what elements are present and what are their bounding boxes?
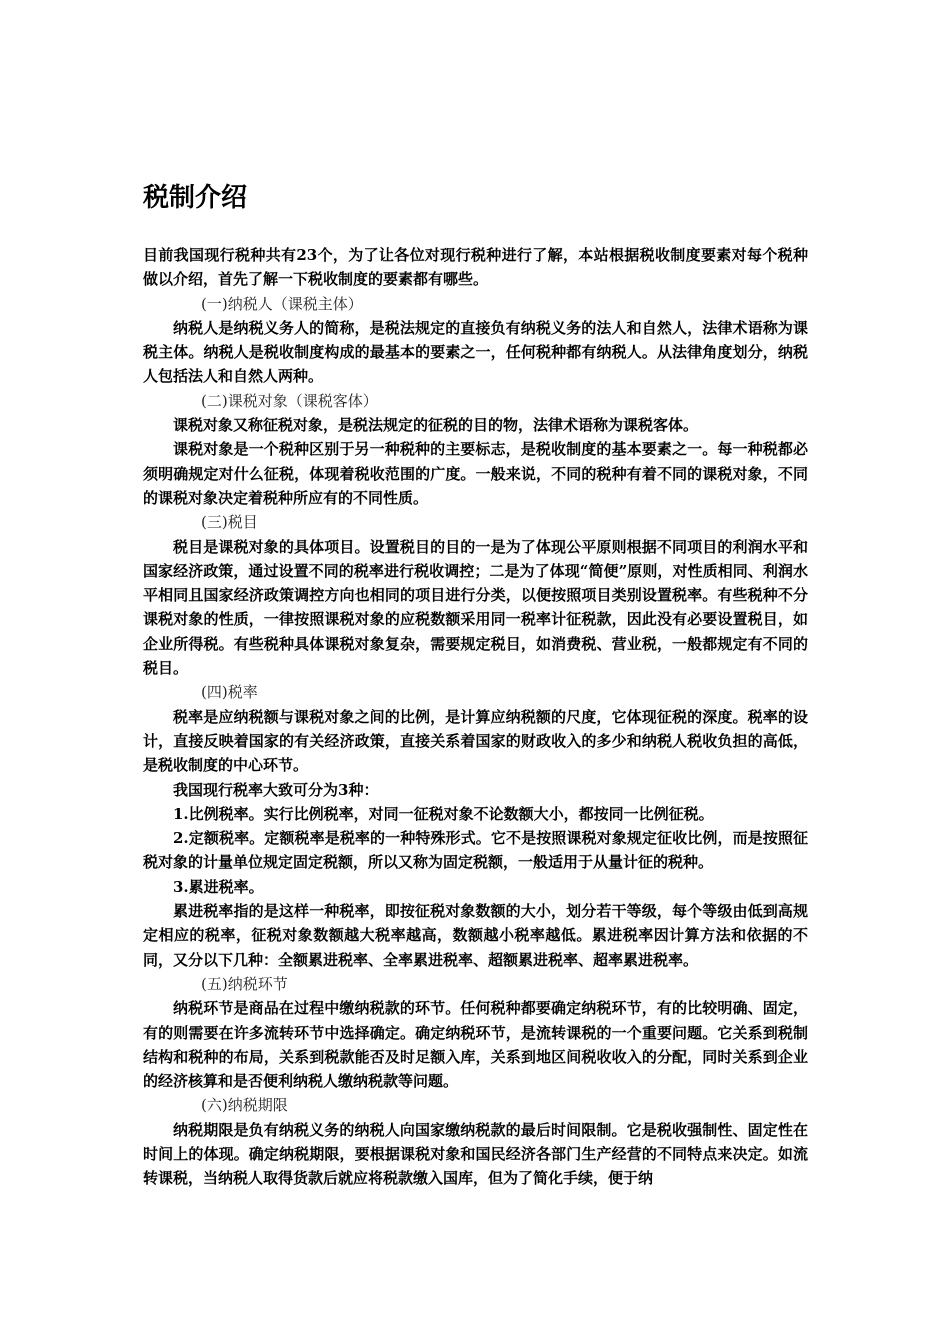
paragraph-tax-stage: 纳税环节是商品在过程中缴纳税款的环节。任何税种都要确定纳税环节，有的比较明确、固定，有的则需要在许多流转环节中选择确定。确定纳税环节，是流转课税的一个重要问题。它关系到税制结构和税种的布局，关系到税款能否及时足额入库，关系到地区间税收收入的分配，同时关系到企业的经济核算和是否便利纳税人缴纳税款等问题。 [143, 999, 808, 1091]
section-heading-taxpayer: (一)纳税人（课税主体） [201, 294, 363, 313]
section-heading-tax-stage: (五)纳税环节 [201, 974, 288, 993]
paragraph-taxpayer: 纳税人是纳税义务人的简称，是税法规定的直接负有纳税义务的法人和自然人，法律术语称为课税主体。纳税人是税收制度构成的最基本的要素之一，任何税种都有纳税人。从法律角度划分，纳税人包括法人和自然人两种。 [143, 318, 808, 386]
document-body [143, 243, 808, 1191]
paragraph-tax-item: 税目是课税对象的具体项目。设置税目的目的一是为了体现公平原则根据不同项目的利润水平和国家经济政策，通过设置不同的税率进行税收调控；二是为了体现“简便”原则，对性质相同、利润水平相同且国家经济政策调控方向也相同的项目进行分类，以便按照项目类别设置税率。有些税种不分课税对象的性质，一律按照课税对象的应税数额采用同一税率计征税款，因此没有必要设置税目，如企业所得税。有些税种具体课税对象复杂，需要规定税目，如消费税、营业税，一般都规定有不同的税目。 [143, 537, 808, 678]
paragraph-tax-object-2: 课税对象是一个税种区别于另一种税种的主要标志，是税收制度的基本要素之一。每一种税都必须明确规定对什么征税，体现着税收范围的广度。一般来说，不同的税种有着不同的课税对象，不同的课税对象决定着税种所应有的不同性质。 [143, 440, 808, 507]
paragraph-tax-rate-1: 税率是应纳税额与课税对象之间的比例，是计算应纳税额的尺度，它体现征税的深度。税率的设计，直接反映着国家的有关经济政策，直接关系着国家的财政收入的多少和纳税人税收负担的高低，是税收制度的中心环节。 [143, 707, 808, 775]
paragraph-tax-period: 纳税期限是负有纳税义务的纳税人向国家缴纳税款的最后时间限制。它是税收强制性、固定性在时间上的体现。确定纳税期限，要根据课税对象和国民经济各部门生产经营的不同特点来决定。如流转课税，当纳税人取得货款后就应将税款缴入国库，但为了简化手续，便于纳 [143, 1120, 808, 1188]
section-heading-tax-item: (三)税目 [201, 513, 258, 532]
paragraph-tax-rate-2: 我国现行税率大致可分为3种： [173, 780, 379, 799]
paragraph-tax-rate-4: 2.定额税率。定额税率是税率的一种特殊形式。它不是按照课税对象规定征收比例，而是按照征税对象的计量单位规定固定税额，所以又称为固定税额，一般适用于从量计征的税种。 [143, 829, 808, 872]
paragraph-tax-rate-5: 3.累进税率。 [173, 877, 264, 896]
intro-paragraph: 目前我国现行税种共有23个，为了让各位对现行税种进行了解，本站根据税收制度要素对每个税种做以介绍，首先了解一下税收制度的要素都有哪些。 [143, 246, 808, 289]
paragraph-tax-rate-6: 累进税率指的是这样一种税率，即按征税对象数额的大小，划分若干等级，每个等级由低到高规定相应的税率，征税对象数额越大税率越高，数额越小税率越低。累进税率因计算方法和依据的不同，又分以下几种：全额累进税率、全率累进税率、超额累进税率、超率累进税率。 [143, 902, 808, 969]
section-heading-tax-period: (六)纳税期限 [201, 1096, 288, 1115]
paragraph-tax-object-1: 课税对象又称征税对象，是税法规定的征税的目的物，法律术语称为课税客体。 [173, 416, 699, 435]
section-heading-tax-rate: (四)税率 [201, 683, 258, 702]
section-heading-tax-object: (二)课税对象（课税客体） [201, 391, 378, 410]
page-title: 税制介绍 [143, 183, 248, 213]
paragraph-tax-rate-3: 1.比例税率。实行比例税率，对同一征税对象不论数额大小，都按同一比例征税。 [173, 804, 714, 823]
